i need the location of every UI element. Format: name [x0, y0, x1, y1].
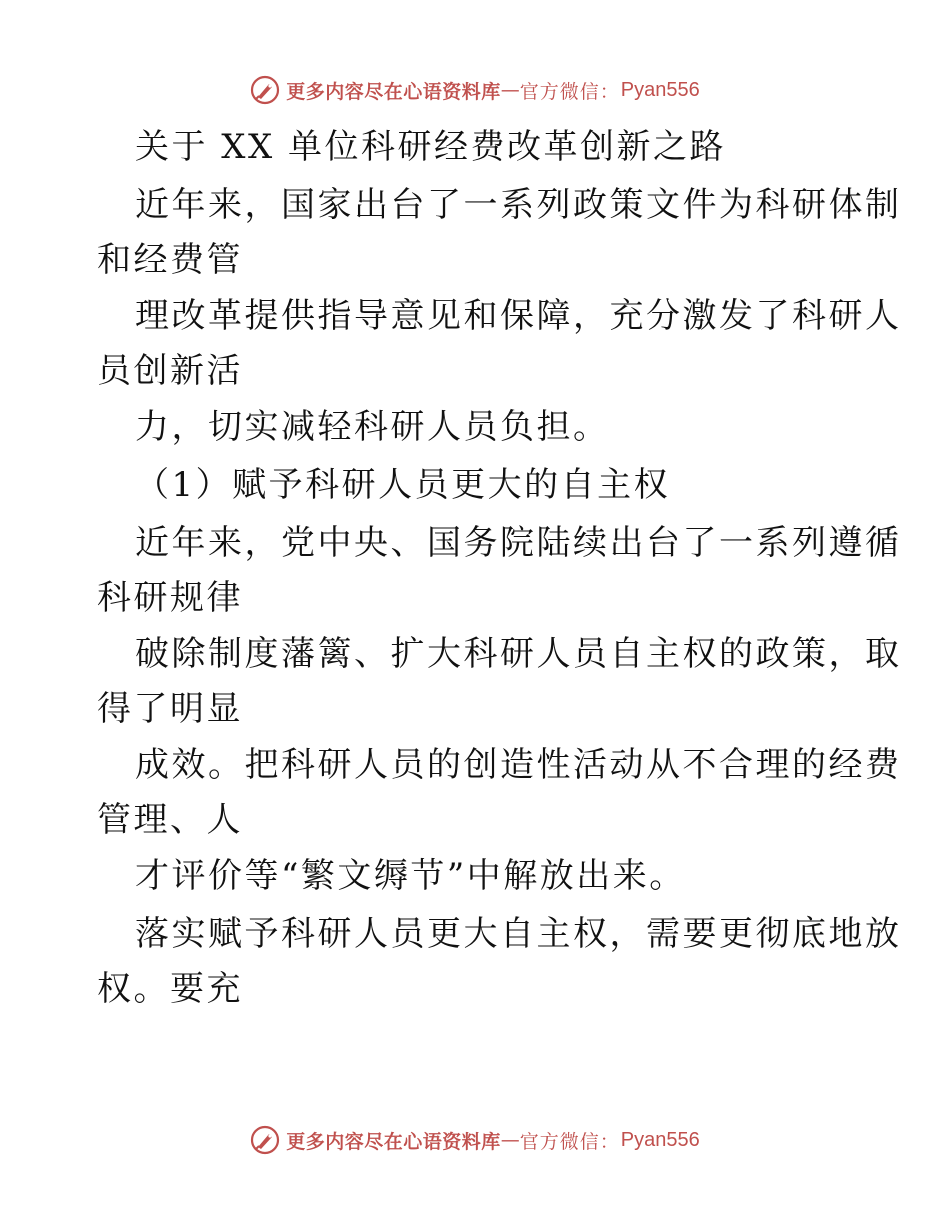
header-watermark-banner: [0, 70, 950, 110]
paragraph-line: 权。要充: [97, 969, 243, 1009]
paragraph-line: 近年来，党中央、国务院陆续出台了一系列遵循: [135, 523, 902, 563]
paragraph-line: 员创新活: [97, 351, 243, 391]
paragraph-line: 成效。把科研人员的创造性活动从不合理的经费: [135, 745, 902, 785]
banner-dash: —: [500, 79, 520, 101]
banner-dash: —: [500, 1129, 520, 1151]
banner-colon: ：: [599, 1130, 619, 1153]
footer-watermark-banner: [0, 1120, 950, 1160]
paragraph-line: 管理、人: [97, 800, 243, 840]
pen-nib-logo-icon: [250, 75, 280, 105]
banner-colon: ：: [599, 80, 619, 103]
section-heading: （1）赋予科研人员更大的自主权: [135, 465, 671, 505]
document-title: 关于 XX 单位科研经费改革创新之路: [135, 127, 727, 167]
wechat-id: Pyan556: [620, 1128, 700, 1151]
paragraph-line: 和经费管: [97, 240, 243, 280]
wechat-label: 官方微信: [519, 80, 600, 103]
document-body: [97, 118, 902, 1016]
paragraph-line: 破除制度藩篱、扩大科研人员自主权的政策，取: [135, 634, 902, 674]
paragraph-line: 才评价等“繁文缛节”中解放出来。: [135, 856, 686, 896]
paragraph-line: 力，切实减轻科研人员负担。: [135, 407, 610, 447]
paragraph-line: 理改革提供指导意见和保障，充分激发了科研人: [135, 296, 902, 336]
site-name: 更多内容尽在心语资料库: [286, 1130, 501, 1153]
paragraph-line: 近年来，国家出台了一系列政策文件为科研体制: [135, 185, 902, 225]
paragraph-line: 落实赋予科研人员更大自主权，需要更彻底地放: [135, 914, 902, 954]
wechat-id: Pyan556: [620, 78, 700, 101]
wechat-label: 官方微信: [519, 1130, 600, 1153]
paragraph-line: 得了明显: [97, 689, 243, 729]
paragraph-line: 科研规律: [97, 578, 243, 618]
site-name: 更多内容尽在心语资料库: [286, 80, 501, 103]
pen-nib-logo-icon: [250, 1125, 280, 1155]
